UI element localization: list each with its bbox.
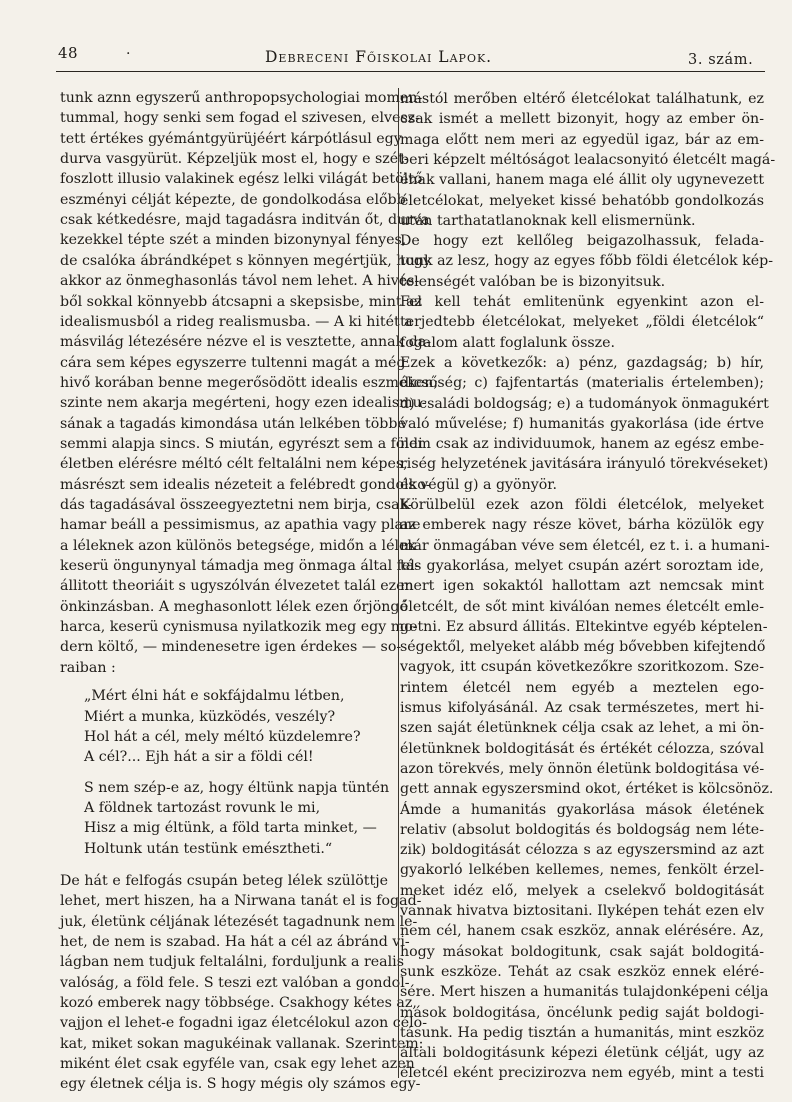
text-line: rintem életcél nem egyéb a meztelen ego-: [400, 679, 764, 696]
text-line: De hát e felfogás csupán beteg lélek szülöttje: [60, 872, 388, 889]
text-line: nem csak az individuumok, hanem az egész embe-: [400, 436, 764, 453]
text-line: kat, miket sokan magukéinak vallanak. Szerintem:: [60, 1035, 424, 1052]
text-line: vannak hivatva biztositani. Ilyképen tehát ezen elv: [400, 903, 765, 919]
text-line: szinte nem akarja megérteni, hogy ezen idealismu-: [60, 395, 427, 412]
poem-line: S nem szép-e az, hogy éltünk napja tüntén: [84, 779, 390, 796]
text-line: tás gyakorlása, melyet csupán azért soroztam ide,: [400, 557, 764, 574]
header-dot: .: [126, 42, 131, 58]
text-line: de csalóka ábrándképet s könnyen megértjük, hogy: [60, 252, 432, 269]
text-line: általi boldogitásunk képezi életünk célját, ugy az: [400, 1045, 764, 1062]
text-line: és végül g) a gyönyör.: [400, 476, 558, 493]
text-line: terjedtebb életcélokat, melyeket „földi életcélok“: [400, 314, 764, 331]
text-line: sére. Mert hiszen a humanitás tulajdonképeni célja: [400, 984, 769, 1001]
text-line: csak ismét a mellett bizonyit, hogy az ember ön-: [400, 111, 764, 128]
text-line: idealismusból a rideg realismusba. — A ki hitét a: [60, 313, 413, 330]
text-line: az emberek nagy része követ, bárha közülök egy: [400, 517, 764, 534]
text-line: De hogy ezt kellőleg beigazolhassuk, felada-: [400, 233, 764, 250]
poem-line: A cél?... Ejh hát a sir a földi cél!: [84, 749, 314, 766]
text-line: valóság, a föld fele. S teszi ezt valóban a gondol-: [60, 974, 410, 991]
text-line: gett annak egyszersmind okot, értéket is kölcsönöz.: [400, 781, 774, 798]
text-line: akkor az önmeghasonlás távol nem lehet. A hivés-: [60, 273, 420, 290]
poem-line: Hol hát a cél, mely méltó küzdelemre?: [84, 728, 361, 745]
text-line: mert igen sokaktól hallottam azt nemcsak mint: [400, 578, 764, 595]
text-line: sunk eszköze. Tehát az csak eszköz ennek eléré-: [400, 963, 764, 980]
text-line: maga előtt nem meri az egyedül igaz, bár az em-: [400, 131, 764, 148]
text-line: lehet, mert hiszen, ha a Nirwana tanát el is fogad-: [60, 893, 422, 910]
text-line: keserü öngunynyal támadja meg önmaga által fel-: [60, 558, 420, 575]
text-line: dás tagadásával összeegyeztetni nem birja, csak-: [60, 497, 413, 513]
text-line: tunk aznn egyszerű anthropopsychologiai momen-: [60, 90, 423, 106]
journal-title: Debreceni Főiskolai Lapok.: [265, 48, 493, 66]
header-rule: [56, 71, 765, 72]
text-line: hamar beáll a pessimismus, az apathia vagy plane: [60, 517, 421, 534]
text-line: után tarthatatlanoknak kell elismernünk.: [400, 212, 696, 229]
text-line: életünknek boldogitását és értékét célozza, szóval: [400, 740, 764, 757]
text-line: állitott theoriáit s ugyszólván élvezetet talál ezen: [60, 578, 414, 595]
text-line: het, de nem is szabad. Ha hát a cél az ábránd vi-: [60, 934, 410, 950]
text-line: miként élet csak egyféle van, csak egy lehet azen: [60, 1056, 415, 1073]
text-line: sának a tagadás kimondása után lelkében többé: [60, 415, 406, 432]
text-line: másvilág létezésére nézve el is vesztette, annak da-: [60, 334, 432, 351]
text-line: tunk az lesz, hogy az egyes főbb földi életcélok kép-: [400, 253, 773, 270]
text-line: ismus kifolyásánál. Az csak természetes, mert hi-: [400, 700, 764, 716]
text-line: cára sem képes egyszerre tultenni magát a még: [60, 354, 406, 371]
text-line: ségektől, melyeket alább még bővebben kifejtendő: [400, 639, 766, 656]
text-line: már önmagában véve sem életcél, ez t. i. a humani-: [400, 537, 770, 554]
text-line: meket idéz elő, melyek a cselekvő boldogitását: [400, 882, 764, 899]
text-line: Ámde a humanitás gyakorlása mások életének: [400, 801, 764, 818]
text-line: tummal, hogy senki sem fogad el szivesen, elvesz-: [60, 110, 420, 127]
text-line: mások boldogitása, öncélunk pedig saját boldogi-: [400, 1004, 764, 1021]
text-line: telenségét valóban be is bizonyitsuk.: [400, 273, 666, 290]
text-line: durva vasgyürüt. Képzeljük most el, hogy e szét-: [60, 151, 409, 168]
text-line: életcélt, de sőt mint kiválóan nemes életcélt emle-: [400, 598, 764, 615]
poem-line: Hisz a mig éltünk, a föld tarta minket, —: [84, 820, 377, 837]
text-line: azon törekvés, mely önnön életünk boldogitása vé-: [400, 760, 765, 777]
text-line: semmi alapja sincs. S miután, egyrészt sem a földi: [60, 435, 423, 452]
page-number: 48: [58, 44, 79, 62]
text-line: a léleknek azon különös betegsége, midőn a lélek: [60, 537, 417, 554]
text-line: gyakorló lelkében kellemes, nemes, fenkölt érzel-: [400, 862, 764, 879]
text-line: eszményi célját képezte, de gondolkodása előbb: [60, 191, 406, 208]
text-line: harca, keserü cynismusa nyilatkozik meg egy mo-: [60, 619, 418, 636]
text-line: raiban :: [60, 659, 116, 676]
text-line: juk, életünk céljának létezését tagadnunk nem le-: [60, 913, 418, 930]
text-line: hivő korában benne megerősödött idealis eszméken;: [60, 374, 439, 391]
text-line: relativ (absolut boldogitás és boldogság nem léte-: [400, 821, 764, 838]
text-line: fogalom alatt foglalunk össze.: [400, 334, 616, 351]
text-line: mástól merőben eltérő életcélokat találhatunk, ez: [400, 91, 764, 107]
text-line: dicsőség; c) fajfentartás (materialis értelemben);: [400, 375, 764, 392]
text-line: zik) boldogitását célozza s az egyszersmind az azt: [400, 842, 764, 859]
text-line: énak vallani, hanem maga elé állit oly ugynevezett: [400, 172, 765, 189]
text-line: riség helyzetének javitására irányuló törekvéseket): [400, 456, 769, 473]
text-line: kezekkel tépte szét a minden bizonynyal fényes,: [60, 232, 407, 249]
text-line: kozó emberek nagy többsége. Csakhogy kétes az,: [60, 995, 417, 1012]
text-line: való művelése; f) humanitás gyakorlása (ide értve: [400, 415, 764, 432]
text-line: életcélokat, melyeket kissé behatóbb gondolkozás: [400, 192, 764, 209]
poem-line: „Mért élni hát e sokfájdalmu létben,: [84, 688, 345, 705]
page-header: [0, 0, 792, 80]
poem-line: Holtunk után testünk emésztheti.“: [84, 840, 333, 857]
column-divider: [398, 88, 399, 1078]
text-line: ből sokkal könnyebb átcsapni a skepsisbe, mint az: [60, 293, 422, 310]
text-line: dern költő, — mindenesetre igen érdekes — so-: [60, 639, 402, 656]
issue-number: 3. szám.: [688, 52, 754, 68]
text-line: csak kétkedésre, majd tagadásra inditván őt, durva: [60, 212, 430, 229]
text-line: Fel kell tehát emlitenünk egyenkint azon el-: [400, 294, 764, 310]
text-line: szen saját életünknek célja csak az lehet, a mi ön-: [400, 720, 764, 737]
text-line: lágban nem tudjuk feltalálni, forduljunk a realis: [60, 954, 404, 971]
text-line: tásunk. Ha pedig tisztán a humanitás, mint eszköz: [400, 1024, 764, 1041]
text-line: nem cél, hanem csak eszköz, annak elérésére. Az,: [400, 923, 764, 940]
text-line: tett értékes gyémántgyürüjéért kárpótlásul egy: [60, 130, 402, 147]
text-line: Körülbelül ezek azon földi életcélok, melyeket: [400, 497, 764, 513]
poem-line: Miért a munka, küzködés, veszély?: [84, 708, 336, 725]
text-line: másrészt sem idealis nézeteit a felébredt gondolko-: [60, 476, 431, 493]
text-line: Ezek a következők: a) pénz, gazdagság; b) hír,: [400, 354, 764, 371]
text-line: getni. Ez absurd állitás. Eltekintve egyéb képtelen-: [400, 618, 768, 635]
text-line: életcél eként precizirozva nem egyéb, mint a testi: [400, 1065, 764, 1082]
text-line: d) családi boldogság; e) a tudományok önmagukért: [400, 395, 769, 412]
text-line: beri képzelt méltóságot lealacsonyitó életcélt magá-: [400, 151, 776, 168]
text-line: egy életnek célja is. S hogy mégis oly számos egy-: [60, 1076, 421, 1093]
text-line: vagyok, itt csupán következőkre szoritkozom. Sze-: [400, 659, 764, 676]
text-line: foszlott illusio valakinek egész lelki világát betöltő: [60, 171, 423, 188]
text-line: hogy másokat boldogitunk, csak saját boldogitá-: [400, 943, 764, 960]
poem-line: A földnek tartozást rovunk le mi,: [84, 799, 321, 816]
text-line: vajjon el lehet-e fogadni igaz életcélokul azon célo-: [60, 1015, 428, 1032]
text-line: önkinzásban. A meghasonlott lélek ezen őrjöngő: [60, 598, 409, 615]
text-line: életben elérésre méltó célt feltalálni nem képes,: [60, 456, 408, 473]
